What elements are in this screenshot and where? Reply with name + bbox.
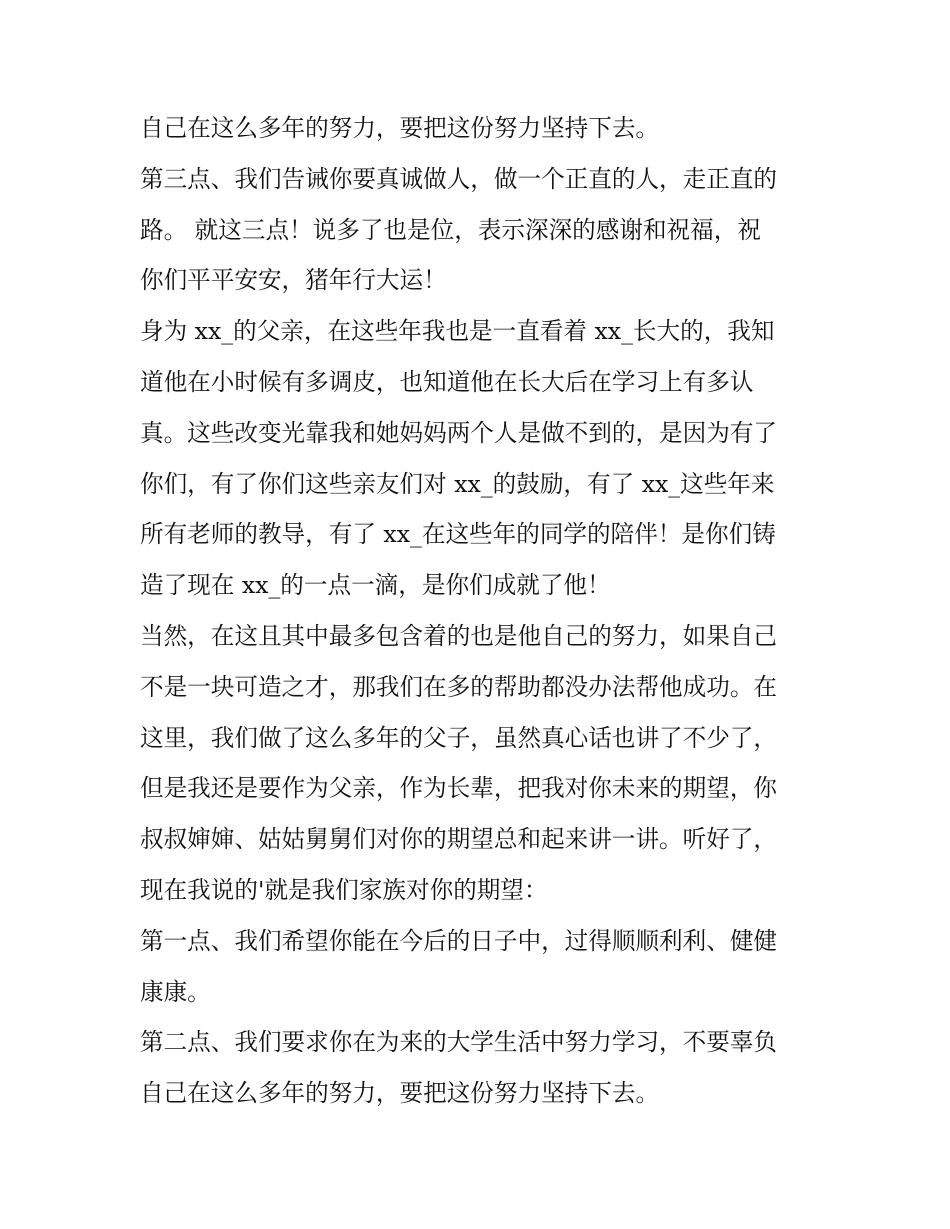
text-line: 造了现在 xx_的一点一滴，是你们成就了他！ [140,571,611,600]
text-line: 康康。 [140,977,211,1006]
text-line: 路。 就这三点！说多了也是位，表示深深的感谢和祝福，祝 [140,215,761,244]
document-page [140,103,820,1119]
text-line: 你们平平安安，猪年行大运！ [140,266,447,295]
text-line: 所有老师的教导，有了 xx_在这些年的同学的陪伴！是你们铸 [140,520,776,549]
text-line: 自己在这么多年的努力，要把这份努力坚持下去。 [140,114,660,142]
text-line: 道他在小时候有多调皮，也知道他在长大后在学习上有多认 [140,367,754,396]
text-line: 但是我还是要作为父亲，作为长辈，把我对你未来的期望，你 [140,774,778,803]
text-line: 这里，我们做了这么多年的父子，虽然真心话也讲了不少了， [140,723,778,752]
text-line: 真。这些改变光靠我和她妈妈两个人是做不到的，是因为有了 [140,418,778,447]
text-line: 第二点、我们要求你在为来的大学生活中努力学习，不要辜负 [140,1028,778,1057]
text-line: 自己在这么多年的努力，要把这份努力坚持下去。 [140,1079,660,1108]
text-line: 当然，在这且其中最多包含着的也是他自己的努力，如果自己 [140,621,778,650]
text-line: 叔叔婶婶、姑姑舅舅们对你的期望总和起来讲一讲。听好了， [140,825,778,854]
text-line: 你们，有了你们这些亲友们对 xx_的鼓励，有了 xx_这些年来 [140,469,775,498]
text-line: 身为 xx_的父亲，在这些年我也是一直看着 xx_长大的，我知 [140,317,775,346]
text-line: 不是一块可造之才，那我们在多的帮助都没办法帮他成功。在 [140,672,778,701]
text-line: 第一点、我们希望你能在今后的日子中，过得顺顺利利、健健 [140,926,778,955]
text-line: 第三点、我们告诫你要真诚做人，做一个正直的人，走正直的 [140,164,778,193]
text-line: 现在我说的'就是我们家族对你的期望： [140,875,548,904]
